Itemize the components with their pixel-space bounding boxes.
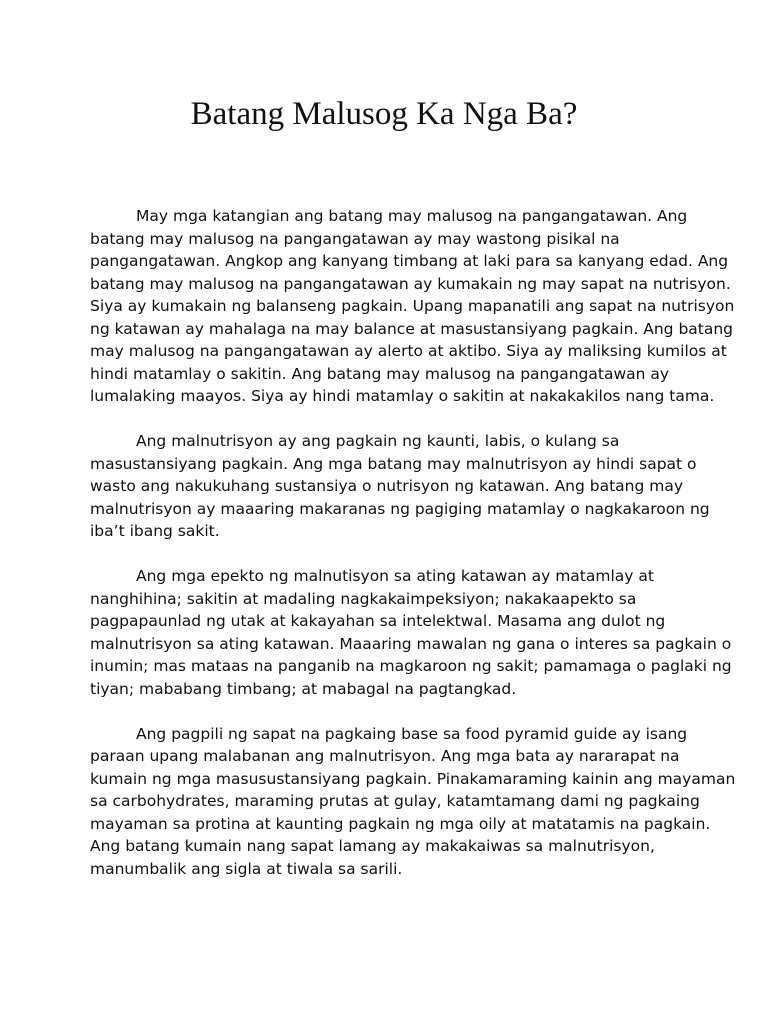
paragraph-line: sa carbohydrates, maraming prutas at gulay, katamtamang dami ng pagkaing: [90, 792, 700, 810]
paragraph-line: May mga katangian ang batang may malusog na pangangatawan. Ang: [136, 207, 688, 225]
paragraph-line: Ang pagpili ng sapat na pagkaing base sa food pyramid guide ay isang: [136, 724, 688, 743]
document-body: [90, 205, 736, 903]
paragraph-line: masustansiyang pagkain. Ang mga batang may malnutrisyon ay hindi sapat o: [90, 454, 697, 473]
paragraph-line: lumalaking maayos. Siya ay hindi matamlay o sakitin at nakakakilos nang tama.: [90, 387, 715, 405]
page-title: Batang Malusog Ka Nga Ba?: [190, 96, 578, 132]
paragraph-3: [90, 565, 732, 700]
paragraph-line: batang may malusog na pangangatawan ay may wastong pisikal na: [90, 229, 620, 248]
paragraph-line: Siya ay kumakain ng balanseng pagkain. Upang mapanatili ang sapat na nutrisyon: [90, 297, 735, 315]
paragraph-1: [90, 205, 735, 408]
paragraph-line: mayaman sa protina at kaunting pagkain ng mga oily at matatamis na pagkain.: [90, 814, 711, 833]
paragraph-line: manumbalik ang sigla at tiwala sa sarili.: [90, 859, 403, 878]
paragraph-line: pagpapaunlad ng utak at kakayahan sa intelektwal. Masama ang dulot ng: [90, 612, 666, 630]
paragraph-line: inumin; mas mataas na panganib na magkaroon ng sakit; pamamaga o paglaki ng: [90, 657, 732, 675]
paragraph-line: malnutrisyon sa ating katawan. Maaaring mawalan ng gana o interes sa pagkain o: [90, 634, 732, 653]
paragraph-line: batang may malusog na pangangatawan ay kumakain ng may sapat na nutrisyon.: [90, 274, 731, 293]
paragraph-line: Ang batang kumain nang sapat lamang ay makakaiwas sa malnutrisyon,: [90, 837, 655, 855]
paragraph-line: ng katawan ay mahalaga na may balance at masustansiyang pagkain. Ang batang: [90, 319, 734, 338]
paragraph-line: Ang malnutrisyon ay ang pagkain ng kaunti, labis, o kulang sa: [136, 432, 620, 450]
paragraph-line: wasto ang nakukuhang sustansiya o nutrisyon ng katawan. Ang batang may: [90, 477, 684, 495]
paragraph-line: kumain ng mga masusustansiyang pagkain. Pinakamaraming kainin ang mayaman: [90, 769, 736, 788]
paragraph-line: hindi matamlay o sakitin. Ang batang may malusog na pangangatawan ay: [90, 364, 670, 383]
paragraph-4: [90, 723, 736, 881]
paragraph-line: paraan upang malabanan ang malnutrisyon. Ang mga bata ay nararapat na: [90, 747, 680, 765]
paragraph-line: tiyan; mababang timbang; at mabagal na pagtangkad.: [90, 679, 517, 698]
paragraph-line: may malusog na pangangatawan ay alerto at aktibo. Siya ay maliksing kumilos at: [90, 342, 727, 360]
paragraph-line: Ang mga epekto ng malnutisyon sa ating katawan ay matamlay at: [136, 567, 654, 585]
paragraph-line: iba’t ibang sakit.: [90, 522, 220, 540]
paragraph-2: [90, 430, 710, 543]
paragraph-line: pangangatawan. Angkop ang kanyang timbang at laki para sa kanyang edad. Ang: [90, 252, 729, 270]
paragraph-line: malnutrisyon ay maaaring makaranas ng pagiging matamlay o nagkakaroon ng: [90, 499, 710, 518]
paragraph-line: nanghihina; sakitin at madaling nagkakaimpeksiyon; nakakaapekto sa: [90, 589, 637, 608]
